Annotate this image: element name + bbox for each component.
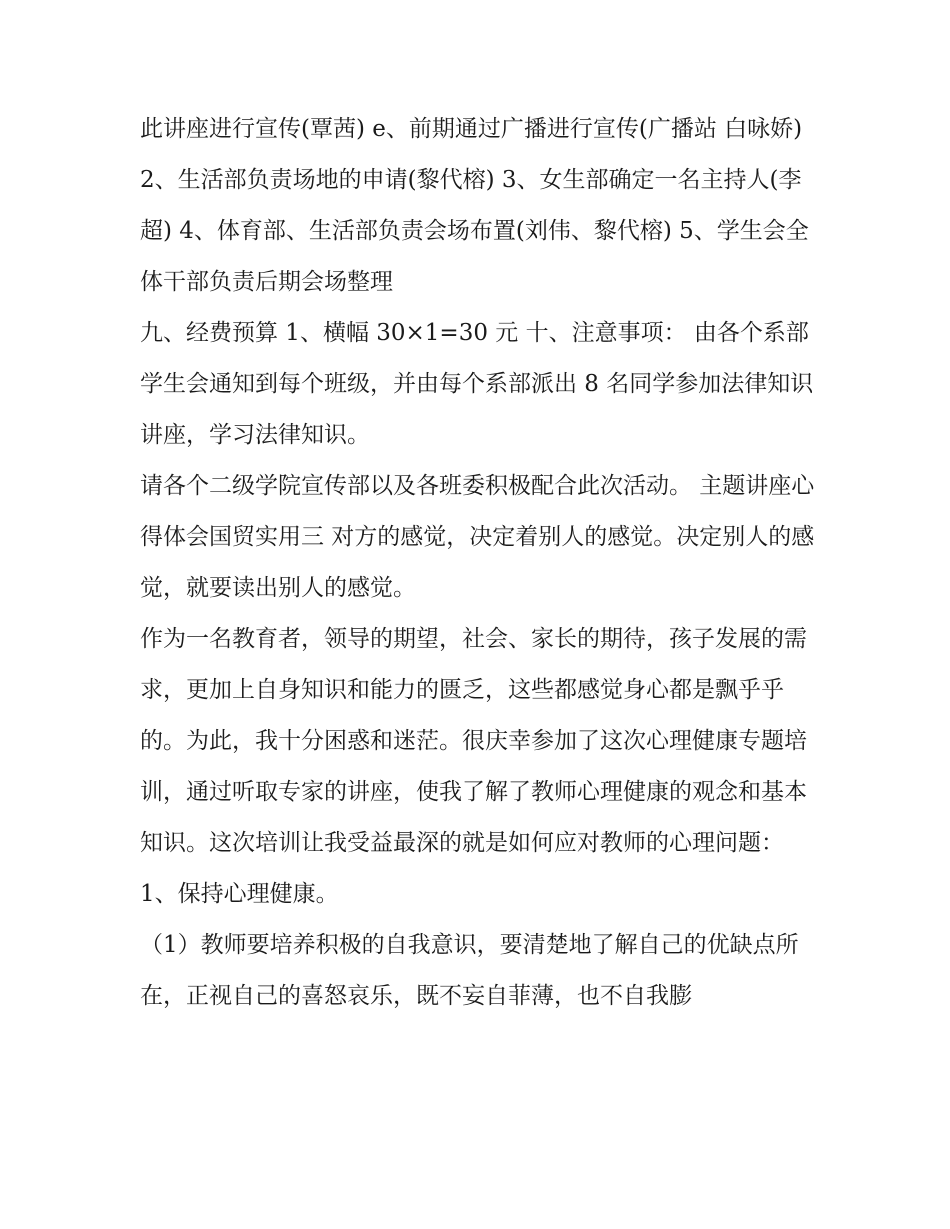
paragraph-budget-notes: 九、经费预算 1、横幅 30×1=30 元 十、注意事项： 由各个系部学生会通知到每个班级，并由每个系部派出 8 名同学参加法律知识讲座，学习法律知识。 bbox=[140, 320, 814, 448]
paragraph-heading-mental-health: 1、保持心理健康。 bbox=[140, 881, 339, 907]
paragraph-self-awareness: （1）教师要培养积极的自我意识，要清楚地了解自己的优缺点所在，正视自己的喜怒哀乐，既不妄自菲薄，也不自我膨 bbox=[140, 932, 799, 1009]
paragraph-cooperation: 请各个二级学院宣传部以及各班委积极配合此次活动。 主题讲座心得体会国贸实用三 对方的感觉，决定着别人的感觉。决定别人的感觉，就要读出别人的感觉。 bbox=[140, 473, 815, 601]
paragraph-publicity: 此讲座进行宣传(覃茜) e、前期通过广播进行宣传(广播站 白咏娇) bbox=[140, 116, 803, 142]
paragraph-venue-duties: 2、生活部负责场地的申请(黎代榕) 3、女生部确定一名主持人(李超) 4、体育部、生活部负责会场布置(刘伟、黎代榕) 5、学生会全体干部负责后期会场整理 bbox=[140, 167, 809, 295]
document-body bbox=[140, 104, 820, 1022]
paragraph-educator-reflection: 作为一名教育者，领导的期望，社会、家长的期待，孩子发展的需求，更加上自身知识和能力的匮乏，这些都感觉身心都是飘乎乎的。为此，我十分困惑和迷茫。很庆幸参加了这次心理健康专题培训，通过听取专家的讲座，使我了解了教师心理健康的观念和基本知识。这次培训让我受益最深的就是如何应对教师的心理问题： bbox=[140, 626, 807, 856]
